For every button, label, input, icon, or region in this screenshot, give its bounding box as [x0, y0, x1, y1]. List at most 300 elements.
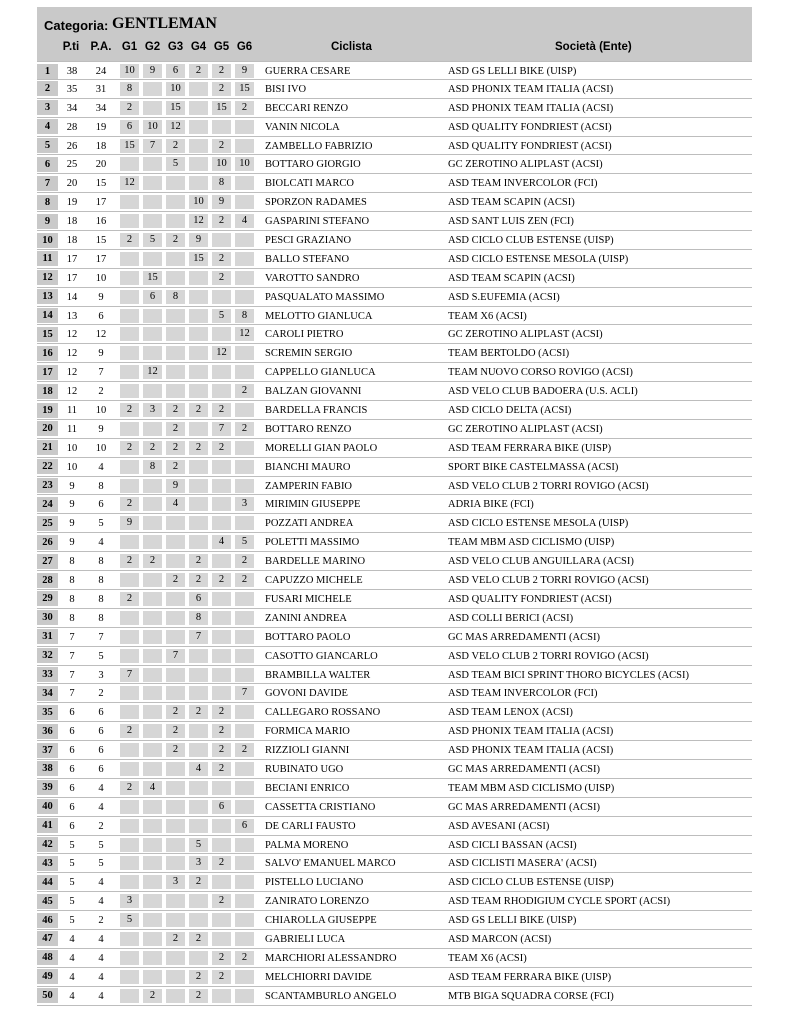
g2-cell: 2 — [143, 989, 162, 1003]
g4-cell: 2 — [189, 403, 208, 417]
table-row — [37, 836, 752, 855]
g3-cell: 2 — [166, 932, 185, 946]
g3-cell — [166, 819, 185, 833]
g4-cell: 5 — [189, 838, 208, 852]
g1-cell — [120, 705, 139, 719]
club-name: ASD CICLISTI MASERA' (ACSI) — [448, 858, 597, 870]
points-cell: 34 — [66, 102, 78, 114]
g2-cell — [143, 743, 162, 757]
g1-cell — [120, 460, 139, 474]
g4-cell — [189, 120, 208, 134]
g4-cell — [189, 781, 208, 795]
g5-cell — [212, 233, 231, 247]
g5-cell: 10 — [212, 157, 231, 171]
g2-cell — [143, 573, 162, 587]
attendance-points-cell: 10 — [95, 405, 107, 417]
g6-cell: 9 — [235, 64, 254, 78]
table-row — [37, 269, 752, 288]
table-row — [37, 892, 752, 911]
g6-cell — [235, 724, 254, 738]
g3-cell: 2 — [166, 233, 185, 247]
g6-cell — [235, 592, 254, 606]
rider-name: GASPARINI STEFANO — [265, 216, 370, 228]
g4-cell — [189, 894, 208, 908]
table-row — [37, 798, 752, 817]
attendance-points-cell: 20 — [95, 159, 107, 171]
rank-cell: 5 — [37, 138, 58, 153]
rider-name: BECIANI ENRICO — [265, 782, 350, 794]
rider-name: CASSETTA CRISTIANO — [265, 801, 376, 813]
rank-cell: 38 — [37, 761, 58, 776]
points-cell: 5 — [69, 915, 75, 927]
g2-cell: 12 — [143, 365, 162, 379]
g5-cell — [212, 479, 231, 493]
g1-cell: 2 — [120, 233, 139, 247]
club-name: ASD TEAM FERRARA BIKE (UISP) — [448, 971, 612, 983]
rider-name: MIRIMIN GIUSEPPE — [265, 499, 361, 511]
table-row — [37, 212, 752, 231]
g6-cell — [235, 271, 254, 285]
points-cell: 9 — [69, 537, 75, 549]
g5-cell: 6 — [212, 800, 231, 814]
g5-cell: 2 — [212, 403, 231, 417]
g5-cell — [212, 554, 231, 568]
column-header-g4: G4 — [190, 41, 207, 53]
g1-cell — [120, 479, 139, 493]
g6-cell: 5 — [235, 535, 254, 549]
rank-cell: 36 — [37, 724, 58, 739]
rider-name: PASQUALATO MASSIMO — [265, 291, 385, 303]
g1-cell — [120, 346, 139, 360]
g6-cell: 12 — [235, 327, 254, 341]
g1-cell: 2 — [120, 497, 139, 511]
column-header-points: P.ti — [62, 41, 80, 53]
g6-cell: 15 — [235, 82, 254, 96]
rider-name: BISI IVO — [265, 83, 307, 95]
rider-name: CAPPELLO GIANLUCA — [265, 367, 376, 379]
g2-cell — [143, 913, 162, 927]
column-header-g2: G2 — [144, 41, 161, 53]
g1-cell — [120, 856, 139, 870]
g3-cell: 4 — [166, 497, 185, 511]
table-row — [37, 307, 752, 326]
points-cell: 8 — [69, 593, 75, 605]
g3-cell: 15 — [166, 101, 185, 115]
g4-cell — [189, 516, 208, 530]
g3-cell: 5 — [166, 157, 185, 171]
g3-cell: 7 — [166, 649, 185, 663]
g6-cell — [235, 611, 254, 625]
g6-cell — [235, 479, 254, 493]
points-cell: 10 — [66, 461, 78, 473]
rank-cell: 47 — [37, 931, 58, 946]
g2-cell — [143, 894, 162, 908]
g2-cell — [143, 195, 162, 209]
g2-cell — [143, 516, 162, 530]
table-row — [37, 382, 752, 401]
rider-name: ZAMPERIN FABIO — [265, 480, 353, 492]
table-row — [37, 722, 752, 741]
g2-cell — [143, 535, 162, 549]
g5-cell: 15 — [212, 101, 231, 115]
points-cell: 6 — [69, 801, 75, 813]
g2-cell: 10 — [143, 120, 162, 134]
club-name: ASD CICLI BASSAN (ACSI) — [448, 839, 577, 851]
g1-cell — [120, 573, 139, 587]
attendance-points-cell: 18 — [95, 140, 107, 152]
column-header-g5: G5 — [213, 41, 230, 53]
g5-cell: 2 — [212, 724, 231, 738]
g2-cell: 3 — [143, 403, 162, 417]
rider-name: VAROTTO SANDRO — [265, 272, 360, 284]
club-name: TEAM X6 (ACSI) — [448, 952, 527, 964]
attendance-points-cell: 31 — [95, 83, 107, 95]
rider-name: BIANCHI MAURO — [265, 461, 351, 473]
g3-cell — [166, 611, 185, 625]
g5-cell — [212, 516, 231, 530]
g2-cell — [143, 762, 162, 776]
attendance-points-cell: 4 — [98, 933, 104, 945]
rank-cell: 21 — [37, 440, 58, 455]
table-row — [37, 911, 752, 930]
g1-cell — [120, 365, 139, 379]
attendance-points-cell: 15 — [95, 178, 107, 190]
rank-cell: 42 — [37, 837, 58, 852]
rider-name: POLETTI MASSIMO — [265, 537, 360, 549]
g3-cell: 2 — [166, 460, 185, 474]
g6-cell — [235, 894, 254, 908]
g3-cell — [166, 856, 185, 870]
g4-cell: 2 — [189, 989, 208, 1003]
club-name: GC ZEROTINO ALIPLAST (ACSI) — [448, 329, 603, 341]
g2-cell — [143, 800, 162, 814]
g1-cell — [120, 838, 139, 852]
g2-cell: 4 — [143, 781, 162, 795]
attendance-points-cell: 6 — [98, 499, 104, 511]
g5-cell: 2 — [212, 139, 231, 153]
rider-name: BOTTARO PAOLO — [265, 631, 351, 643]
attendance-points-cell: 9 — [98, 348, 104, 360]
club-name: TEAM X6 (ACSI) — [448, 310, 527, 322]
club-name: ASD TEAM SCAPIN (ACSI) — [448, 272, 575, 284]
rank-cell: 1 — [37, 64, 58, 79]
g6-cell: 2 — [235, 951, 254, 965]
g4-cell — [189, 497, 208, 511]
rider-name: RUBINATO UGO — [265, 763, 344, 775]
g4-cell: 7 — [189, 630, 208, 644]
g6-cell — [235, 346, 254, 360]
table-row — [37, 987, 752, 1006]
attendance-points-cell: 12 — [95, 329, 107, 341]
g1-cell — [120, 214, 139, 228]
g1-cell: 2 — [120, 592, 139, 606]
g3-cell — [166, 346, 185, 360]
table-row — [37, 666, 752, 685]
rank-cell: 34 — [37, 686, 58, 701]
rank-cell: 4 — [37, 119, 58, 134]
rank-cell: 50 — [37, 988, 58, 1003]
g6-cell — [235, 762, 254, 776]
g3-cell — [166, 913, 185, 927]
g5-cell: 2 — [212, 64, 231, 78]
rider-name: CAPUZZO MICHELE — [265, 575, 363, 587]
g4-cell — [189, 271, 208, 285]
g2-cell — [143, 932, 162, 946]
rank-cell: 15 — [37, 327, 58, 342]
rank-cell: 16 — [37, 346, 58, 361]
points-cell: 7 — [69, 631, 75, 643]
g2-cell: 15 — [143, 271, 162, 285]
points-cell: 11 — [66, 405, 78, 417]
table-row — [37, 458, 752, 477]
rider-name: BARDELLE MARINO — [265, 556, 366, 568]
club-name: ADRIA BIKE (FCI) — [448, 499, 534, 511]
table-row — [37, 250, 752, 269]
g2-cell — [143, 724, 162, 738]
g6-cell — [235, 913, 254, 927]
g2-cell — [143, 630, 162, 644]
points-cell: 13 — [66, 310, 78, 322]
rank-cell: 14 — [37, 308, 58, 323]
column-header-attendance-points: P.A. — [90, 41, 112, 53]
category-label: Categoria: — [44, 18, 109, 33]
rank-cell: 44 — [37, 875, 58, 890]
g4-cell — [189, 743, 208, 757]
attendance-points-cell: 17 — [95, 197, 107, 209]
g3-cell — [166, 309, 185, 323]
rank-cell: 30 — [37, 610, 58, 625]
g5-cell: 2 — [212, 573, 231, 587]
table-row — [37, 760, 752, 779]
g2-cell: 2 — [143, 441, 162, 455]
g3-cell: 2 — [166, 573, 185, 587]
g5-cell: 2 — [212, 951, 231, 965]
g6-cell: 2 — [235, 573, 254, 587]
points-cell: 7 — [69, 650, 75, 662]
g2-cell — [143, 649, 162, 663]
g1-cell: 7 — [120, 668, 139, 682]
rank-cell: 37 — [37, 743, 58, 758]
table-row — [37, 609, 752, 628]
g5-cell — [212, 611, 231, 625]
g2-cell — [143, 838, 162, 852]
g4-cell — [189, 686, 208, 700]
attendance-points-cell: 10 — [95, 272, 107, 284]
club-name: GC MAS ARREDAMENTI (ACSI) — [448, 801, 600, 813]
g1-cell — [120, 252, 139, 266]
rider-name: FORMICA MARIO — [265, 726, 350, 738]
table-row — [37, 155, 752, 174]
points-cell: 9 — [69, 518, 75, 530]
g1-cell: 12 — [120, 176, 139, 190]
rider-name: BIOLCATI MARCO — [265, 178, 354, 190]
g1-cell — [120, 686, 139, 700]
g5-cell: 7 — [212, 422, 231, 436]
attendance-points-cell: 3 — [98, 669, 104, 681]
g3-cell: 2 — [166, 139, 185, 153]
g3-cell: 2 — [166, 724, 185, 738]
g5-cell: 2 — [212, 441, 231, 455]
points-cell: 9 — [69, 480, 75, 492]
table-row — [37, 344, 752, 363]
g2-cell — [143, 157, 162, 171]
g6-cell — [235, 856, 254, 870]
g1-cell — [120, 195, 139, 209]
table-row — [37, 118, 752, 137]
g4-cell — [189, 139, 208, 153]
g2-cell — [143, 592, 162, 606]
g5-cell — [212, 649, 231, 663]
rider-name: BRAMBILLA WALTER — [265, 669, 371, 681]
rank-cell: 2 — [37, 81, 58, 96]
table-row — [37, 930, 752, 949]
g6-cell — [235, 516, 254, 530]
club-name: ASD CICLO CLUB ESTENSE (UISP) — [448, 235, 614, 247]
club-name: ASD TEAM LENOX (ACSI) — [448, 707, 573, 719]
g4-cell — [189, 819, 208, 833]
g2-cell — [143, 422, 162, 436]
rank-cell: 19 — [37, 403, 58, 418]
attendance-points-cell: 4 — [98, 952, 104, 964]
table-row — [37, 420, 752, 439]
points-cell: 28 — [66, 121, 78, 133]
g4-cell: 9 — [189, 233, 208, 247]
points-cell: 4 — [69, 971, 75, 983]
g4-cell — [189, 951, 208, 965]
g6-cell — [235, 970, 254, 984]
club-name: ASD PHONIX TEAM ITALIA (ACSI) — [448, 726, 614, 738]
attendance-points-cell: 6 — [98, 726, 104, 738]
g1-cell — [120, 970, 139, 984]
rank-cell: 24 — [37, 497, 58, 512]
club-name: ASD TEAM INVERCOLOR (FCI) — [448, 688, 598, 700]
points-cell: 6 — [69, 820, 75, 832]
g3-cell — [166, 989, 185, 1003]
club-name: GC MAS ARREDAMENTI (ACSI) — [448, 631, 600, 643]
g1-cell: 2 — [120, 554, 139, 568]
rider-name: GUERRA CESARE — [265, 66, 351, 77]
club-name: ASD CICLO DELTA (ACSI) — [448, 405, 572, 417]
club-name: ASD MARCON (ACSI) — [448, 933, 552, 945]
g5-cell: 12 — [212, 346, 231, 360]
g6-cell — [235, 989, 254, 1003]
g3-cell — [166, 630, 185, 644]
g5-cell: 2 — [212, 762, 231, 776]
table-row — [37, 137, 752, 156]
club-name: ASD TEAM FERRARA BIKE (UISP) — [448, 442, 612, 454]
g1-cell — [120, 743, 139, 757]
g1-cell: 5 — [120, 913, 139, 927]
rider-name: CASOTTO GIANCARLO — [265, 650, 378, 662]
rider-name: PALMA MORENO — [265, 839, 349, 851]
points-cell: 26 — [66, 140, 78, 152]
attendance-points-cell: 2 — [98, 820, 104, 832]
column-header-club: Società (Ente) — [555, 41, 632, 53]
attendance-points-cell: 10 — [95, 442, 107, 454]
g2-cell — [143, 176, 162, 190]
g3-cell: 10 — [166, 82, 185, 96]
g2-cell — [143, 668, 162, 682]
attendance-points-cell: 4 — [98, 801, 104, 813]
g5-cell — [212, 819, 231, 833]
g5-cell — [212, 365, 231, 379]
g2-cell — [143, 384, 162, 398]
g1-cell: 6 — [120, 120, 139, 134]
column-header-g6: G6 — [236, 41, 253, 53]
points-cell: 6 — [69, 745, 75, 757]
g4-cell: 2 — [189, 441, 208, 455]
points-cell: 12 — [66, 367, 78, 379]
attendance-points-cell: 8 — [98, 480, 104, 492]
attendance-points-cell: 19 — [95, 121, 107, 133]
g4-cell — [189, 460, 208, 474]
rank-cell: 31 — [37, 629, 58, 644]
g1-cell — [120, 290, 139, 304]
club-name: ASD CICLO CLUB ESTENSE (UISP) — [448, 877, 614, 889]
attendance-points-cell: 8 — [98, 556, 104, 568]
rank-cell: 26 — [37, 535, 58, 550]
g6-cell — [235, 800, 254, 814]
g5-cell: 2 — [212, 705, 231, 719]
rank-cell: 29 — [37, 591, 58, 606]
g5-cell: 5 — [212, 309, 231, 323]
points-cell: 11 — [66, 423, 78, 435]
table-row — [37, 571, 752, 590]
rider-name: MORELLI GIAN PAOLO — [265, 442, 378, 454]
g4-cell — [189, 800, 208, 814]
rider-name: SCREMIN SERGIO — [265, 348, 353, 360]
rider-name: BOTTARO RENZO — [265, 423, 352, 435]
club-name: TEAM NUOVO CORSO ROVIGO (ACSI) — [448, 367, 633, 379]
club-name: ASD TEAM BICI SPRINT THORO BICYCLES (ACSI) — [448, 669, 689, 681]
g1-cell — [120, 271, 139, 285]
g3-cell — [166, 762, 185, 776]
g5-cell — [212, 120, 231, 134]
g2-cell — [143, 309, 162, 323]
rider-name: VANIN NICOLA — [265, 121, 340, 133]
points-cell: 38 — [66, 66, 78, 77]
g3-cell: 9 — [166, 479, 185, 493]
g4-cell — [189, 290, 208, 304]
g6-cell: 2 — [235, 743, 254, 757]
attendance-points-cell: 4 — [98, 461, 104, 473]
g6-cell — [235, 233, 254, 247]
table-row — [37, 99, 752, 118]
table-row — [37, 363, 752, 382]
g2-cell: 9 — [143, 64, 162, 78]
club-name: ASD VELO CLUB 2 TORRI ROVIGO (ACSI) — [448, 650, 649, 662]
g2-cell — [143, 611, 162, 625]
g5-cell: 2 — [212, 970, 231, 984]
g4-cell — [189, 327, 208, 341]
g4-cell — [189, 535, 208, 549]
g6-cell: 8 — [235, 309, 254, 323]
club-name: ASD CICLO ESTENSE MESOLA (UISP) — [448, 253, 629, 265]
g4-cell: 2 — [189, 705, 208, 719]
g5-cell — [212, 592, 231, 606]
points-cell: 6 — [69, 782, 75, 794]
g1-cell — [120, 989, 139, 1003]
points-cell: 17 — [66, 272, 78, 284]
club-name: ASD GS LELLI BIKE (UISP) — [448, 66, 577, 77]
club-name: ASD TEAM SCAPIN (ACSI) — [448, 197, 575, 209]
rider-name: BECCARI RENZO — [265, 102, 349, 114]
g2-cell: 6 — [143, 290, 162, 304]
attendance-points-cell: 4 — [98, 537, 104, 549]
attendance-points-cell: 5 — [98, 650, 104, 662]
g5-cell — [212, 668, 231, 682]
g1-cell — [120, 762, 139, 776]
